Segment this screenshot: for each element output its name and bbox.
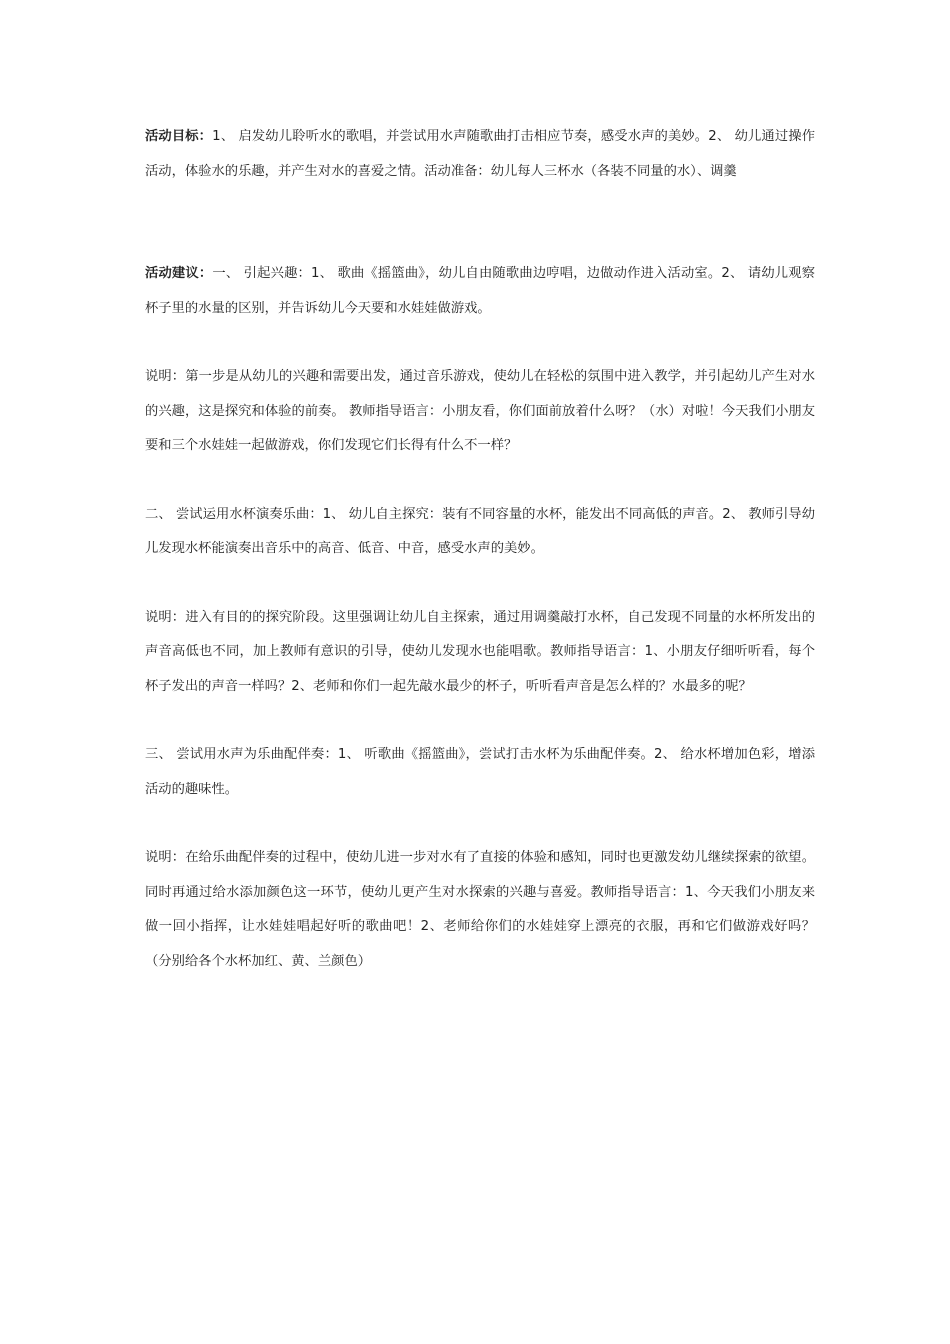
paragraph-text-step-3: 三、 尝试用水声为乐曲配伴奏：1、 听歌曲《摇篮曲》，尝试打击水杯为乐曲配伴奏。2、 给水杯增加色彩，增添活动的趣味性。: [145, 747, 815, 797]
paragraph-lead-activity-suggestions: 活动建议：: [145, 266, 213, 281]
paragraph-explanation-1: [145, 360, 815, 464]
paragraph-explanation-3: [145, 841, 815, 979]
paragraph-activity-goals: [145, 120, 815, 189]
paragraph-explanation-2: [145, 601, 815, 705]
paragraph-lead-activity-goals: 活动目标：: [145, 129, 213, 144]
paragraph-text-explanation-3: 说明：在给乐曲配伴奏的过程中，使幼儿进一步对水有了直接的体验和感知，同时也更激发幼儿继续探索的欲望。同时再通过给水添加颜色这一环节，使幼儿更产生对水探索的兴趣与喜爱。教师指导语言：1、今天我们小朋友来做一回小指挥，让水娃娃唱起好听的歌曲吧！2、老师给你们的水娃娃穿上漂亮的衣服，再和它们做游戏好吗？（分别给各个水杯加红、黄、兰颜色）: [145, 850, 815, 969]
paragraph-text-step-2: 二、 尝试运用水杯演奏乐曲：1、 幼儿自主探究：装有不同容量的水杯，能发出不同高低的声音。2、 教师引导幼儿发现水杯能演奏出音乐中的高音、低音、中音，感受水声的美妙。: [145, 506, 815, 556]
paragraph-text-explanation-1: 说明：第一步是从幼儿的兴趣和需要出发，通过音乐游戏，使幼儿在轻松的氛围中进入教学，并引起幼儿产生对水的兴趣，这是探究和体验的前奏。 教师指导语言：小朋友看，你们面前放着什么呀？（水）对啦！今天我们小朋友要和三个水娃娃一起做游戏，你们发现它们长得有什么不一样？: [145, 369, 815, 453]
paragraph-activity-suggestions: [145, 257, 815, 326]
paragraph-step-2: [145, 498, 815, 567]
paragraph-text-activity-suggestions: 一、 引起兴趣：1、 歌曲《摇篮曲》，幼儿自由随歌曲边哼唱，边做动作进入活动室。2、 请幼儿观察杯子里的水量的区别，并告诉幼儿今天要和水娃娃做游戏。: [145, 266, 816, 316]
paragraph-step-3: [145, 738, 815, 807]
document-body: [145, 120, 815, 979]
paragraph-text-activity-goals: 1、 启发幼儿聆听水的歌唱，并尝试用水声随歌曲打击相应节奏，感受水声的美妙。2、 幼儿通过操作活动，体验水的乐趣，并产生对水的喜爱之情。活动准备：幼儿每人三杯水（各装不同量的水）、调羹: [145, 129, 815, 179]
paragraph-text-explanation-2: 说明：进入有目的的探究阶段。这里强调让幼儿自主探索，通过用调羹敲打水杯，自己发现不同量的水杯所发出的声音高低也不同，加上教师有意识的引导，使幼儿发现水也能唱歌。教师指导语言：1、小朋友仔细听听看，每个杯子发出的声音一样吗？2、老师和你们一起先敲水最少的杯子，听听看声音是怎么样的？水最多的呢？: [145, 609, 815, 694]
